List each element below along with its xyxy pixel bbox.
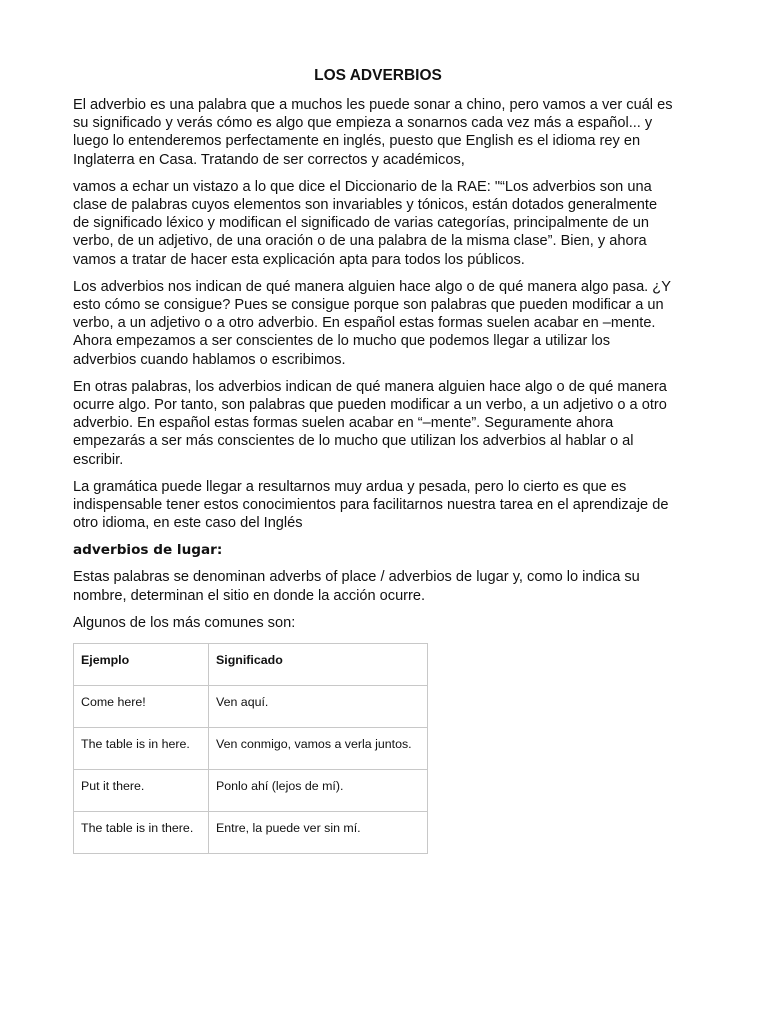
table-header-cell: Ejemplo (74, 644, 209, 686)
table-header-row (74, 644, 428, 686)
document-title: LOS ADVERBIOS (314, 67, 442, 84)
section-heading: adverbios de lugar: (73, 542, 223, 559)
table-cell: The table is in here. (74, 728, 209, 770)
table-header-cell: Significado (209, 644, 428, 686)
table-row (74, 686, 428, 728)
paragraph: Algunos de los más comunes son: (73, 614, 296, 631)
table-cell: Entre, la puede ver sin mí. (209, 812, 428, 854)
paragraph: En otras palabras, los adverbios indican de qué manera alguien hace algo o de qué manera ocurre algo. Por tanto, son palabras que pueden modificar a un verbo, a un adjetivo o a otro adverbio. En español estas formas suelen acabar en “–mente”. Seguramente ahora empezarás a ser más conscientes de lo mucho que utilizan los adverbios al hablar o al escribir. (73, 378, 667, 468)
document-page (73, 66, 673, 854)
examples-table (73, 643, 428, 854)
table-cell: The table is in there. (74, 812, 209, 854)
table-cell: Ven aquí. (209, 686, 428, 728)
table-cell: Come here! (74, 686, 209, 728)
paragraph: El adverbio es una palabra que a muchos les puede sonar a chino, pero vamos a ver cuál es su significado y verás cómo es algo que empieza a sonarnos cada vez más a español... y luego lo entenderemos perfectamente en inglés, puesto que English es el idioma rey en Inglaterra en Casa. Tratando de ser correctos y académicos, (73, 97, 673, 168)
table-row (74, 812, 428, 854)
paragraph: vamos a echar un vistazo a lo que dice el Diccionario de la RAE: "“Los adverbios son una clase de palabras cuyos elementos son invariables y tónicos, están dotados generalmente de significado léxico y modifican el significado de varias categorías, principalmente de un verbo, de un adjetivo, de una oración o de una palabra de la misma clase”. Bien, y ahora vamos a tratar de hacer esta explicación apta para todos los públicos. (73, 178, 658, 268)
table-cell: Ponlo ahí (lejos de mí). (209, 770, 428, 812)
table-row (74, 770, 428, 812)
paragraph: Estas palabras se denominan adverbs of place / adverbios de lugar y, como lo indica su nombre, determinan el sitio en donde la acción ocurre. (73, 569, 640, 604)
table-cell: Ven conmigo, vamos a verla juntos. (209, 728, 428, 770)
paragraph: La gramática puede llegar a resultarnos muy ardua y pesada, pero lo cierto es que es indispensable tener estos conocimientos para facilitarnos nuestra tarea en el aprendizaje de otro idioma, en este caso del Inglés (73, 478, 669, 532)
table-row (74, 728, 428, 770)
paragraph: Los adverbios nos indican de qué manera alguien hace algo o de qué manera algo pasa. ¿Y esto cómo se consigue? Pues se consigue porque son palabras que pueden modificar a un verbo, a un adjetivo o a otro adverbio. En español estas formas suelen acabar en –mente. Ahora empezamos a ser conscientes de lo mucho que podemos llegar a utilizar los adverbios cuando hablamos o escribimos. (73, 278, 671, 368)
table-cell: Put it there. (74, 770, 209, 812)
